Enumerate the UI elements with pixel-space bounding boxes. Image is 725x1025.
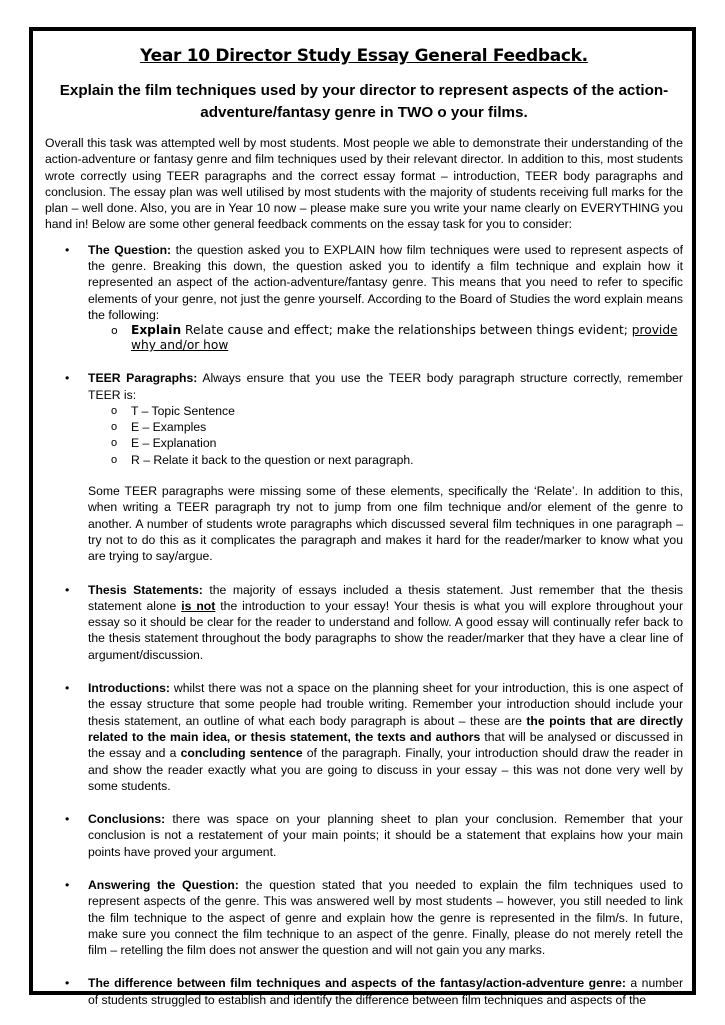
sub-bullet-icon: o [111, 453, 118, 466]
section-heading: Conclusions: [88, 812, 166, 827]
sub-bullet-icon: o [111, 437, 118, 450]
intro-paragraph: Overall this task was attempted well by most students. Most people we able to demonstrate their understanding of the action-adventure or fantasy genre and film techniques used by their relevant director. In addition to this, most students wrote correctly using TEER paragraphs and the correct essay format – introduction, TEER body paragraphs and conclusion. The essay plan was well utilised by most students with the majority of students receiving full marks for the plan – well done. Also, you are in Year 10 now – please make sure you write your name clearly on EVERYTHING you hand in! Below are some other general feedback comments on the essay task for you to consider: [45, 136, 683, 232]
section-text: Always ensure that you use the TEER body paragraph structure correctly, remember TEER is: [88, 371, 683, 402]
teer-item-text: T – Topic Sentence [131, 403, 235, 418]
sub-bullet-icon: o [111, 404, 118, 417]
feedback-list [45, 242, 683, 1008]
section-heading: TEER Paragraphs: [88, 371, 198, 386]
section-text: the majority of essays included a thesis statement. Just remember that the thesis statement alone [88, 582, 683, 613]
bullet-icon: • [65, 681, 70, 696]
explain-definition [88, 323, 683, 353]
section-heading: Answering the Question: [88, 877, 239, 892]
section-heading: The Question: [88, 242, 172, 257]
list-item-thesis [45, 582, 683, 663]
teer-item [88, 403, 683, 419]
section-heading: Thesis Statements: [88, 582, 203, 597]
section-text: the introduction to your essay! Your thesis is what you will explore throughout your essay so it should be clear for the reader to understand and follow. A good essay will continually refer back to the thesis statement throughout the body paragraphs to show the reader/marker that they have a clear line of argument/discussion. [88, 598, 684, 662]
sub-bullet-icon: o [111, 324, 118, 338]
section-heading: Introductions: [88, 681, 170, 696]
emphasis-text: is not [181, 598, 216, 613]
essay-question: Explain the film techniques used by your director to represent aspects of the action-adventure/fantasy genre in TWO o your films. [59, 82, 669, 121]
section-text: the question stated that you needed to explain the film techniques used to represent aspects of the genre. This was answered well by most students – however, you still needed to link the film technique to the aspect of genre and explain how the genre is represented in the film/s. In future, make sure you connect the film technique to an aspect of the genre. Finally, please do not merely retell the film – retelling the film does not answer the question and will not gain you any marks. [88, 877, 683, 958]
list-item-difference [45, 975, 683, 1008]
teer-item [88, 435, 683, 451]
section-text: the question asked you to EXPLAIN how film techniques were used to represent aspects of the genre. Breaking this down, the question asked you to identify a film technique and explain how it represented an aspect of the action-adventure/fantasy genre. This means that you need to refer to specific elements of your genre, not just the genre yourself. According to the Board of Studies the word explain means the following: [88, 242, 683, 322]
bullet-icon: • [65, 582, 70, 597]
explain-term: Explain [131, 323, 182, 338]
bullet-icon: • [65, 877, 70, 892]
section-text: there was space on your planning sheet to plan your conclusion. Remember that your conclusion is not a restatement of your main points; it should be a statement that explains how your main points have proved your argument. [88, 812, 683, 859]
section-heading: The difference between film techniques and aspects of the fantasy/action-adventure genre: [88, 976, 626, 991]
teer-item-text: R – Relate it back to the question or next paragraph. [131, 452, 414, 467]
section-text: a number of students struggled to establish and identify the difference between film techniques and aspects of the [88, 976, 684, 1007]
bullet-icon: • [65, 812, 70, 827]
bullet-icon: • [65, 242, 70, 257]
section-text: whilst there was not a space on the planning sheet for your introduction, this is one aspect of the essay structure that some people had trouble writing. Remember your introduction should include your thesis statement, an outline of what each body paragraph is about – these are [88, 681, 683, 728]
teer-item-text: E – Explanation [131, 436, 217, 451]
section-text: that will be analysed or discussed in the essay and a [88, 729, 683, 761]
bullet-icon: • [65, 976, 70, 991]
page-border [29, 27, 696, 1007]
page-title: Year 10 Director Study Essay General Feedback. [140, 46, 588, 66]
emphasis-text: the points that are directly related to the main idea, or thesis statement, the texts and authors [88, 713, 684, 744]
list-item-the-question [45, 242, 683, 353]
teer-item-text: E – Examples [131, 420, 207, 435]
bullet-icon: • [65, 371, 70, 386]
section-text: of the paragraph. Finally, your introduction should draw the reader in and show the reader exactly what you are going to discuss in your essay – this was not done very well by some students. [88, 746, 683, 793]
list-item-introductions [45, 680, 683, 794]
sub-bullet-icon: o [111, 421, 118, 434]
explain-def-underlined: provide why and/or how [131, 323, 678, 353]
emphasis-text: concluding sentence [180, 746, 303, 761]
teer-followup: Some TEER paragraphs were missing some of these elements, specifically the ‘Relate’. In addition to this, when writing a TEER paragraph try not to jump from one film technique and/or element of the genre to another. A number of students wrote paragraphs which discussed several film techniques in one paragraph – try not to do this as it complicates the paragraph and makes it hard for the reader/marker to know what you are trying to say/argue. [88, 484, 683, 564]
list-item-answering [45, 877, 683, 958]
list-item-teer [45, 370, 683, 564]
explain-definition-list [88, 323, 683, 353]
teer-item [88, 419, 683, 435]
explain-def: Relate cause and effect; make the relationships between things evident; [181, 323, 632, 338]
document-body [45, 31, 683, 1025]
list-item-conclusions [45, 811, 683, 860]
teer-list [88, 403, 683, 468]
teer-item [88, 452, 683, 468]
